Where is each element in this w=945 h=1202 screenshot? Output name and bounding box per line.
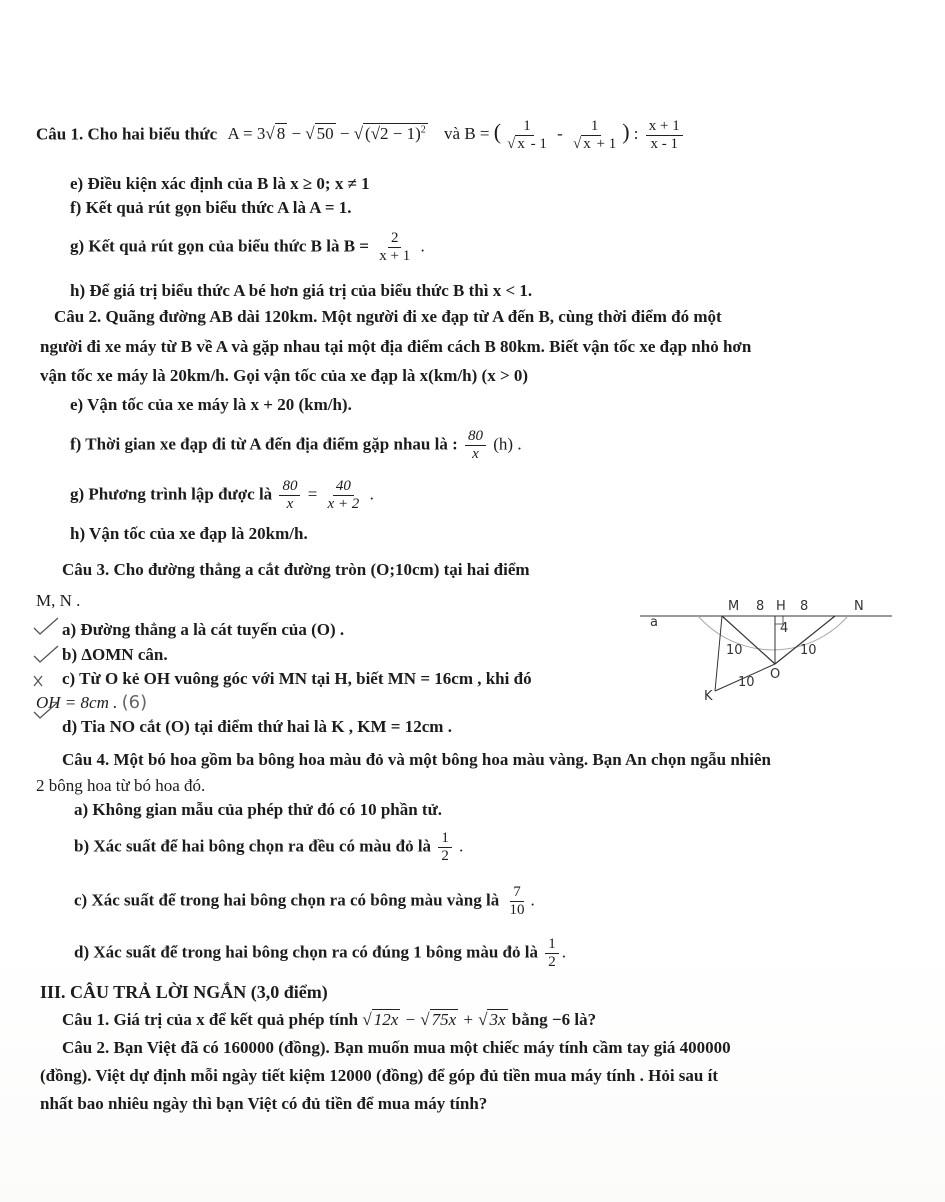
q2-line3: vận tốc xe máy là 20km/h. Gọi vận tốc của xe đạp là x(km/h) (x > 0) [40, 366, 529, 385]
q4-c-text: c) Xác suất để trong hai bông chọn ra có bông màu vàng là [74, 890, 500, 910]
q3-option-b: b) ΔOMN cân. [62, 645, 168, 664]
q3-option-c: c) Từ O kẻ OH vuông góc với MN tại H, biết MN = 16cm , khi đó [62, 669, 532, 688]
q4-line1: Câu 4. Một bó hoa gồm ba bông hoa màu đỏ và một bông hoa màu vàng. Bạn An chọn ngẫu nhiên [62, 750, 771, 769]
label-OM: 10 [726, 643, 743, 658]
q4-b-text: b) Xác suất để hai bông chọn ra đều có màu đỏ là [74, 836, 432, 856]
label-line-a: a [650, 615, 658, 630]
part3-q1: Câu 1. Giá trị của x để kết quả phép tính √ 12x − √ 75x + √ 3x bằng −6 là? [62, 1010, 597, 1029]
part3-q2-line2: (đồng). Việt dự định mỗi ngày tiết kiệm 12000 (đồng) để góp đủ tiền mua máy tính . Hỏi sau ít [40, 1066, 719, 1085]
q1-intro: Câu 1. Cho hai biểu thức [36, 124, 218, 144]
handwritten-ticks [30, 612, 70, 722]
and-label: và B = [444, 124, 490, 144]
label-H: H [776, 599, 786, 614]
q2-option-g: g) Phương trình lập được là $\frac{80}{x}$ = $\frac{40}{x + 2}$ . [70, 478, 374, 512]
q1-option-g: g) Kết quả rút gọn của biểu thức B là B = $\frac{2}{x + 1}$ . [70, 230, 425, 264]
part3-heading: III. CÂU TRẢ LỜI NGẮN (3,0 điểm) [40, 982, 328, 1002]
q3-c2: OH = 8cm . [36, 693, 118, 712]
q4-option-a: a) Không gian mẫu của phép thử đó có 10 phần tử. [74, 800, 443, 819]
q1-header [36, 118, 686, 153]
q2-option-h: h) Vận tốc của xe đạp là 20km/h. [70, 524, 308, 543]
q2-option-f: f) Thời gian xe đạp đi từ A đến địa điểm gặp nhau là : $\frac{80}{x}$ (h) . [70, 428, 522, 462]
part3-q2-line1: Câu 2. Bạn Việt đã có 160000 (đồng). Bạn muốn mua một chiếc máy tính cầm tay giá 400000 [62, 1038, 731, 1057]
circle-figure [640, 596, 895, 706]
q4-option-d: d) Xác suất để trong hai bông chọn ra có đúng 1 bông màu đỏ là $\frac{1}{2}$ . [74, 936, 566, 970]
q4-option-c: c) Xác suất để trong hai bông chọn ra có bông màu vàng là $\frac{7}{10}$ . [74, 884, 535, 918]
q4-d-text: d) Xác suất để trong hai bông chọn ra có đúng 1 bông màu đỏ là [74, 942, 538, 962]
q1-option-h: h) Để giá trị biểu thức A bé hơn giá trị của biểu thức B thì x < 1. [70, 281, 533, 300]
part3-q1-post: bằng −6 là? [511, 1010, 597, 1029]
q1-option-f: f) Kết quả rút gọn biểu thức A là A = 1. [70, 198, 352, 217]
label-MH: 8 [756, 599, 765, 614]
q2-f-text: f) Thời gian xe đạp đi từ A đến địa điểm gặp nhau là : [70, 434, 458, 454]
q1-g-text: g) Kết quả rút gọn của biểu thức B là B = [70, 236, 369, 256]
label-K: K [704, 689, 713, 704]
part3-q2-line3: nhất bao nhiêu ngày thì bạn Việt có đủ tiền để mua máy tính? [40, 1094, 488, 1113]
label-ON: 10 [800, 643, 817, 658]
expr-a: A = 3√ 8 − √ 50 − √ $(√2 - 1)^2$ [227, 124, 426, 144]
expr-b: ( $\frac{1}{√ x - 1}$ - $\frac{1}{√ x + 1}$ ) : $\frac{x + 1}{x - 1}$ [494, 124, 686, 143]
q2-g-text: g) Phương trình lập được là [70, 484, 273, 504]
part3-q1-pre: Câu 1. Giá trị của x để kết quả phép tính [62, 1010, 359, 1029]
q2-option-e: e) Vận tốc của xe máy là x + 20 (km/h). [70, 395, 352, 414]
q4-option-b: b) Xác suất để hai bông chọn ra đều có màu đỏ là $\frac{1}{2}$ . [74, 830, 464, 864]
q3-line1: Câu 3. Cho đường thẳng a cắt đường tròn (O;10cm) tại hai điểm [62, 560, 530, 579]
q1-option-e: e) Điều kiện xác định của B là x ≥ 0; x ≠ 1 [70, 174, 370, 193]
q2-line2: người đi xe máy từ B về A và gặp nhau tại một địa điểm cách B 80km. Biết vận tốc xe đạp nhỏ hơn [40, 337, 752, 356]
q2-f-unit: (h) . [493, 434, 522, 454]
q3-option-d: d) Tia NO cắt (O) tại điểm thứ hai là K , KM = 12cm . [62, 717, 452, 736]
q4-line2: 2 bông hoa từ bó hoa đó. [36, 776, 206, 795]
label-OK: 10 [738, 675, 755, 690]
q3-line2: M, N . [36, 591, 81, 610]
label-M: M [728, 599, 740, 614]
q3-option-a: a) Đường thẳng a là cát tuyến của (O) . [62, 620, 345, 639]
label-N: N [854, 599, 864, 614]
label-OH: 4 [780, 621, 789, 636]
handwritten-note: (6) [121, 692, 148, 713]
label-HN: 8 [800, 599, 809, 614]
q2-line1: Câu 2. Quãng đường AB dài 120km. Một người đi xe đạp từ A đến B, cùng thời điểm đó một [54, 307, 722, 326]
label-O: O [770, 667, 781, 682]
